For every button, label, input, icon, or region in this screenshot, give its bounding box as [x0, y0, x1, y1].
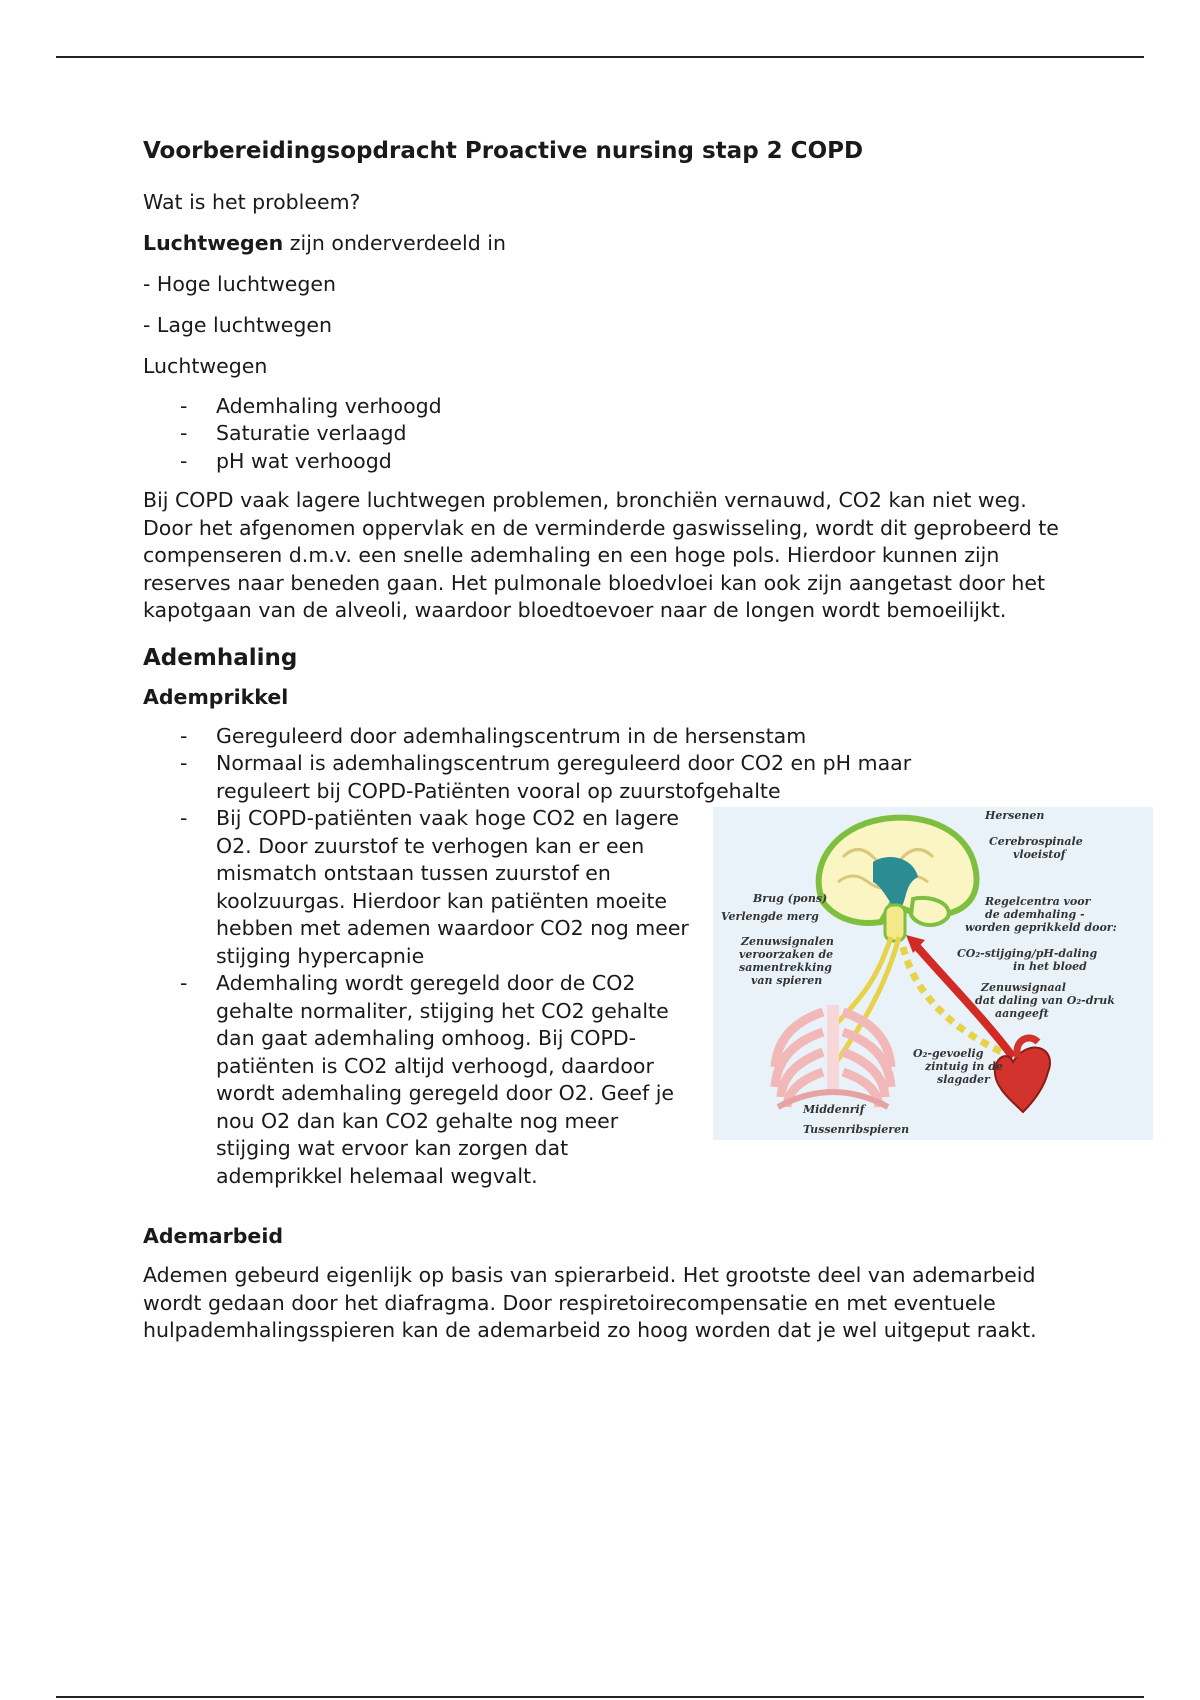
label-o2-3: slagader	[937, 1073, 990, 1087]
label-zenuw-1: Zenuwsignalen	[741, 935, 834, 949]
label-o2-2: zintuig in de	[925, 1060, 1003, 1074]
work-paragraph: Ademen gebeurd eigenlijk op basis van spierarbeid. Het grootste deel van ademarbeid wordt gedaan door het diafragma. Door respiretoirecompensatie en met eventuele hulpademhalingsspieren kan de ademarbeid zo hoog worden dat je wel uitgeput raakt.	[143, 1263, 1037, 1343]
document-title: Voorbereidingsopdracht Proactive nursing stap 2 COPD	[143, 138, 864, 164]
airways-bold: Luchtwegen	[143, 230, 284, 255]
cerebellum	[911, 898, 949, 925]
question-text: Wat is het probleem?	[143, 189, 361, 214]
footer-rule	[56, 1696, 1144, 1698]
label-co2-1: CO₂-stijging/pH-daling	[957, 947, 1098, 961]
section-heading-breathing: Ademhaling	[143, 644, 298, 671]
brainstem	[885, 905, 905, 941]
airway-item-low: - Lage luchtwegen	[143, 312, 333, 337]
list-item: - Normaal is ademhalingscentrum gereguleerd door CO2 en pH maar reguleert bij COPD-Patiënten vooral op zuurstofgehalte	[216, 750, 966, 805]
airways-intro	[143, 229, 1063, 257]
label-regel-3: worden geprikkeld door:	[965, 921, 1117, 935]
label-brug: Brug (pons)	[753, 892, 828, 906]
airways-label: Luchtwegen	[143, 353, 268, 378]
label-middenrif: Middenrif	[803, 1103, 865, 1117]
subsection-heading-stimulus: Ademprikkel	[143, 684, 289, 709]
label-csf-1: Cerebrospinale	[989, 835, 1083, 849]
stimulus-item-3-text: Bij COPD-patiënten vaak hoge CO2 en lagere O2. Door zuurstof te verhogen kan er een mismatch ontstaan tussen zuurstof en koolzuurgas. Hierdoor kan patiënten moeite hebben met ademen waardoor CO2 nog meer stijging hypercapnie	[216, 806, 689, 968]
label-regel-2: de ademhaling -	[985, 908, 1085, 922]
label-zsig-1: Zenuwsignaal	[981, 981, 1066, 995]
list-item: - Saturatie verlaagd	[216, 420, 1063, 448]
label-hersenen: - Hersenen	[985, 809, 1045, 823]
list-item: - Ademhaling wordt geregeld door de CO2 gehalte normaliter, stijging het CO2 gehalte dan gaat ademhaling omhoog. Bij COPD-patiënten is CO2 altijd verhoogd, daardoor wordt ademhaling geregeld door O2. Geef je nou O2 dan kan CO2 gehalte nog meer stijging wat ervoor kan zorgen dat ademprikkel helemaal wegvalt.	[216, 970, 1063, 1190]
stimulus-list	[143, 723, 1117, 1191]
airway-item-high: - Hoge luchtwegen	[143, 271, 336, 296]
subsection-heading-work: Ademarbeid	[143, 1224, 284, 1249]
label-csf-2: vloeistof	[1013, 848, 1066, 862]
label-o2-1: O₂-gevoelig	[913, 1047, 984, 1061]
airways-list	[143, 393, 1063, 476]
label-tussen: Tussenribspieren	[803, 1123, 910, 1137]
label-regel-1: Regelcentra voor	[985, 895, 1091, 909]
label-co2-2: in het bloed	[1013, 960, 1087, 974]
label-zsig-2: dat daling van O₂-druk	[975, 994, 1115, 1008]
header-rule	[56, 56, 1144, 58]
list-item: - pH wat verhoogd	[216, 448, 1063, 476]
label-zsig-3: aangeeft	[995, 1007, 1049, 1021]
label-merg: Verlengde merg	[721, 910, 819, 924]
label-zenuw-3: samentrekking	[739, 961, 832, 975]
list-item: - Ademhaling verhoogd	[216, 393, 1063, 421]
label-zenuw-2: veroorzaken de	[739, 948, 834, 962]
label-zenuw-4: van spieren	[751, 974, 823, 988]
copd-paragraph: Bij COPD vaak lagere luchtwegen problemen, bronchiën vernauwd, CO2 kan niet weg. Door het afgenomen oppervlak en de verminderde gaswisseling, wordt dit geprobeerd te compenseren d.m.v. een snelle ademhaling en een hoge pols. Hierdoor kunnen zijn reserves naar beneden gaan. Het pulmonale bloedvloei kan ook zijn aangetast door het kapotgaan van de alveoli, waardoor bloedtoevoer naar de longen wordt bemoeilijkt.	[143, 488, 1059, 623]
list-item: - Gereguleerd door ademhalingscentrum in de hersenstam	[216, 723, 1063, 751]
document-page	[143, 138, 1117, 1361]
airways-rest: zijn onderverdeeld in	[283, 230, 506, 255]
